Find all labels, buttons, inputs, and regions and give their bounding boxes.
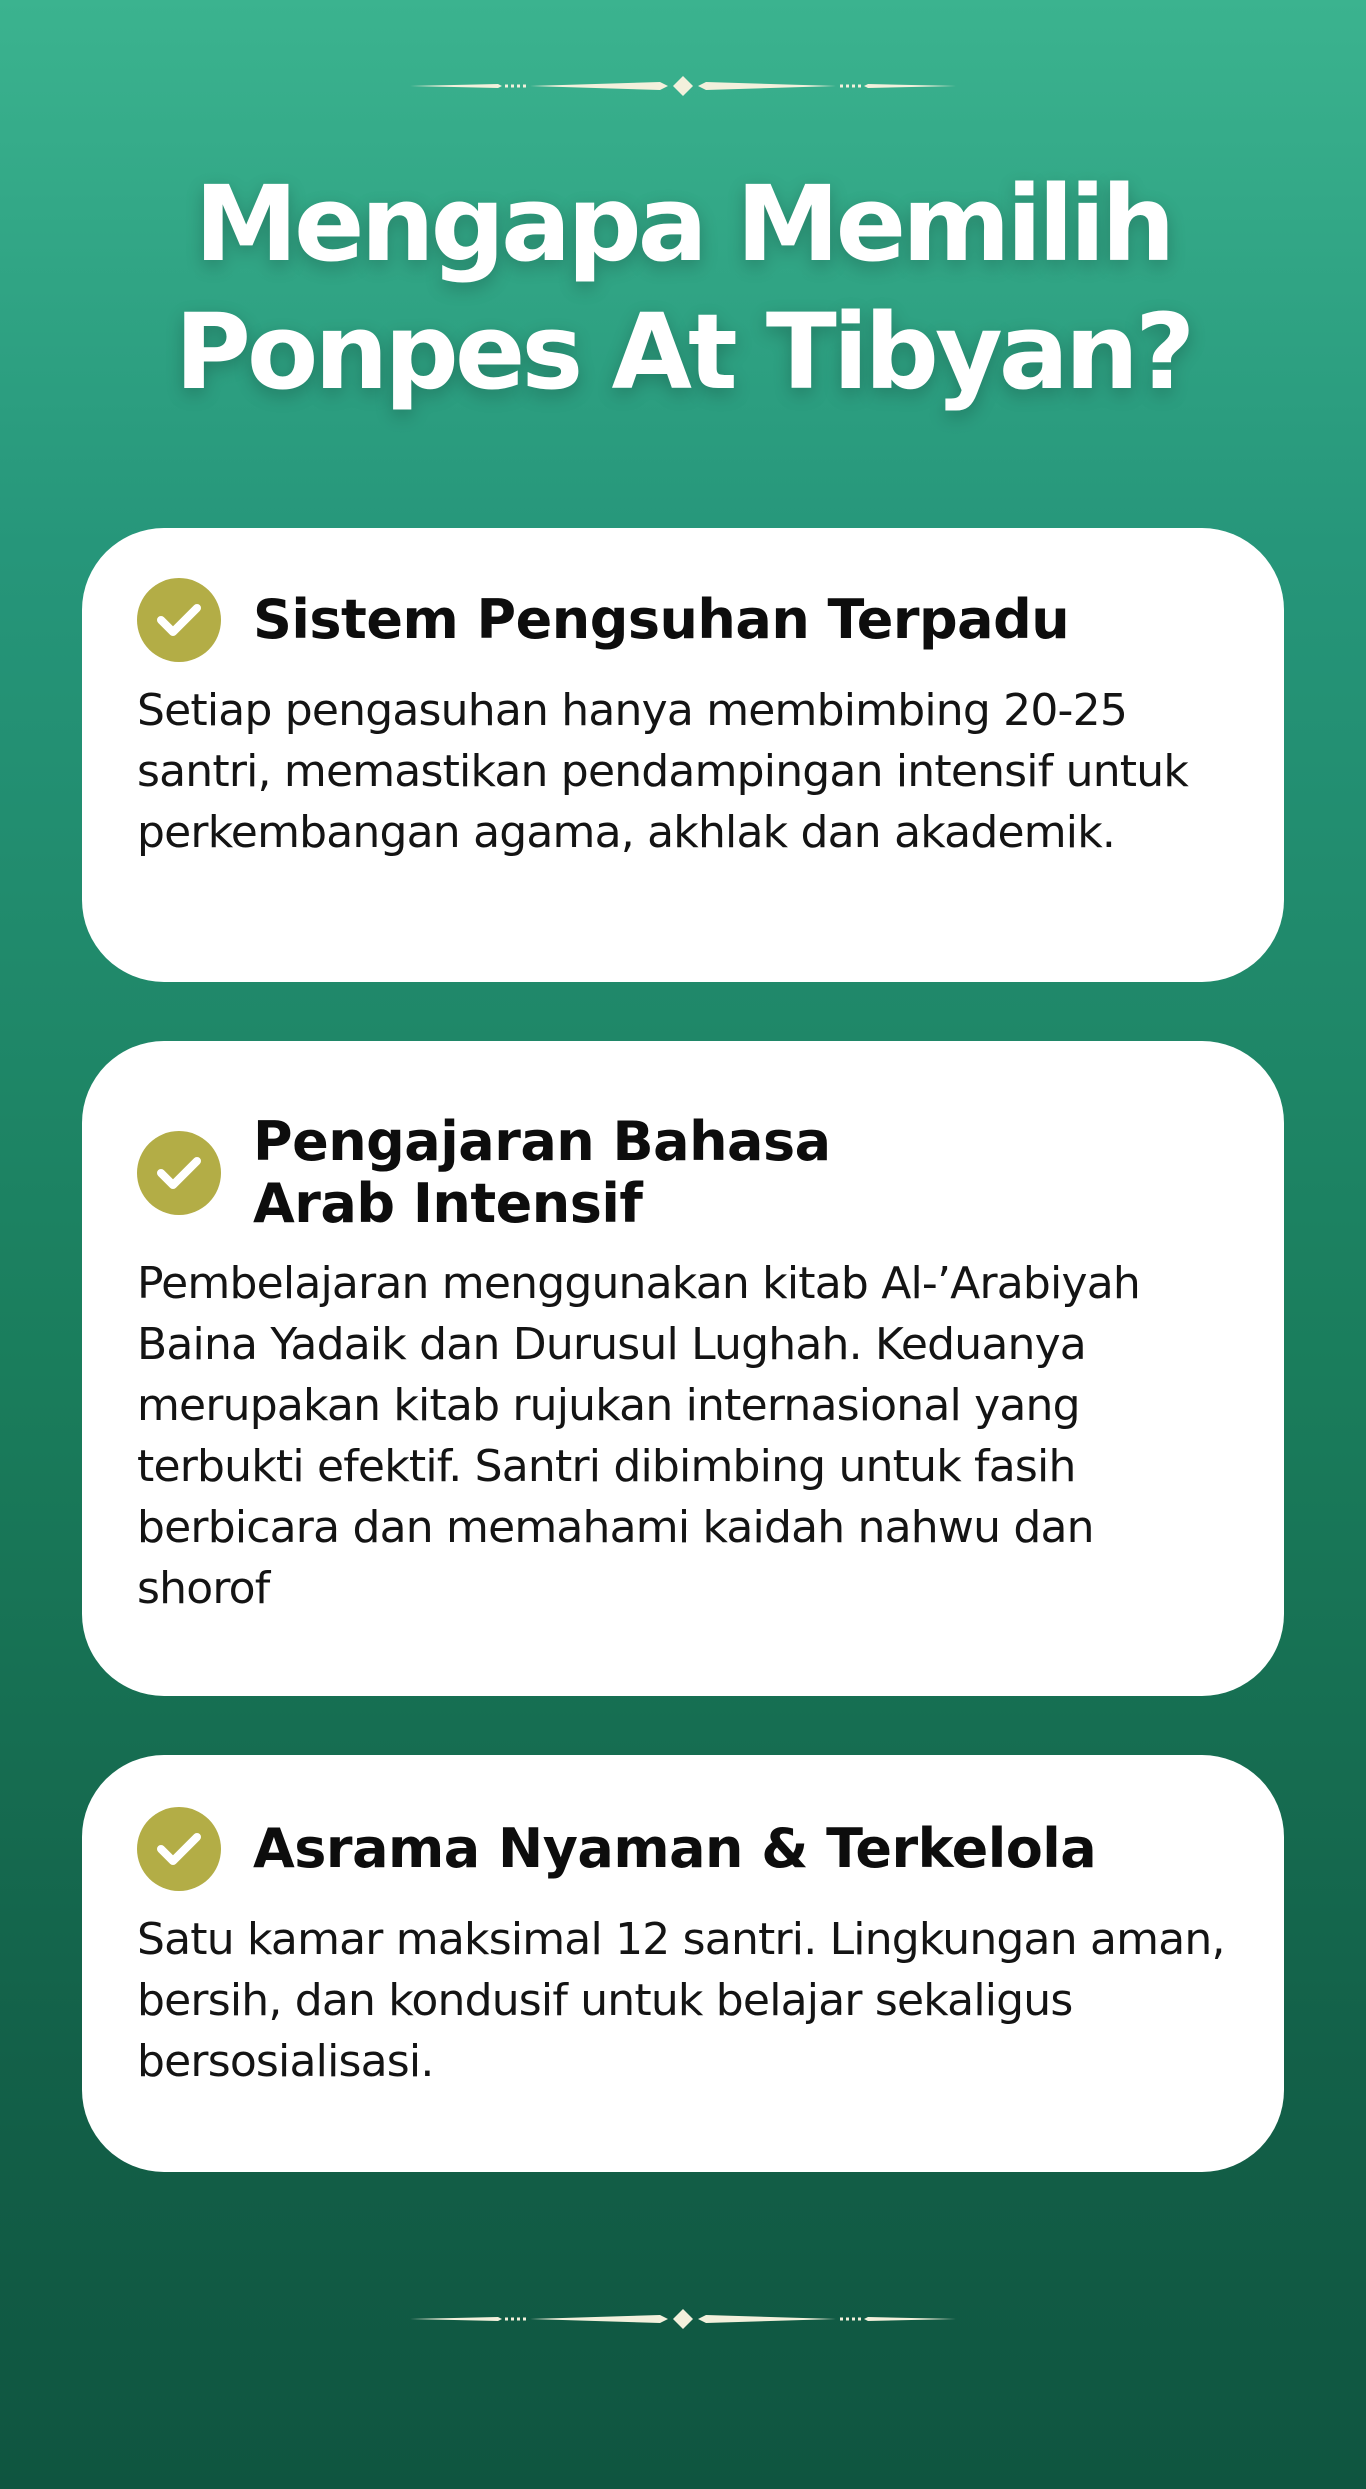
check-circle-icon: [137, 1807, 221, 1891]
page-title: [0, 160, 1366, 416]
feature-title: Asrama Nyaman & Terkelola: [253, 1817, 1097, 1880]
bottom-ornamental-divider: [410, 2307, 956, 2331]
feature-card-header: [137, 1807, 1229, 1891]
feature-card-header: [137, 578, 1229, 662]
feature-card-parenting-system: [82, 528, 1284, 982]
page-title-line-1: Mengapa Memilih: [194, 163, 1172, 285]
feature-title: Sistem Pengsuhan Terpadu: [253, 588, 1070, 651]
feature-card-arabic-teaching: [82, 1041, 1284, 1696]
check-circle-icon: [137, 578, 221, 662]
feature-description: Setiap pengasuhan hanya membimbing 20-25 santri, memastikan pendampingan intensif untuk perkembangan agama, akhlak dan akademik.: [137, 685, 1188, 858]
page-title-line-2: Ponpes At Tibyan?: [174, 291, 1192, 413]
feature-description: Pembelajaran menggunakan kitab Al-’Arabiyah Baina Yadaik dan Durusul Lughah. Keduanya merupakan kitab rujukan internasional yang terbukti efektif. Santri dibimbing untuk fasih berbicara dan memahami kaidah nahwu dan shorof: [137, 1258, 1140, 1614]
feature-title: Pengajaran Bahasa Arab Intensif: [253, 1110, 831, 1235]
feature-card-dormitory: [82, 1755, 1284, 2172]
feature-card-header: [137, 1111, 1229, 1235]
feature-description: Satu kamar maksimal 12 santri. Lingkungan aman, bersih, dan kondusif untuk belajar sekaligus bersosialisasi.: [137, 1914, 1225, 2087]
check-circle-icon: [137, 1131, 221, 1215]
top-ornamental-divider: [410, 74, 956, 98]
